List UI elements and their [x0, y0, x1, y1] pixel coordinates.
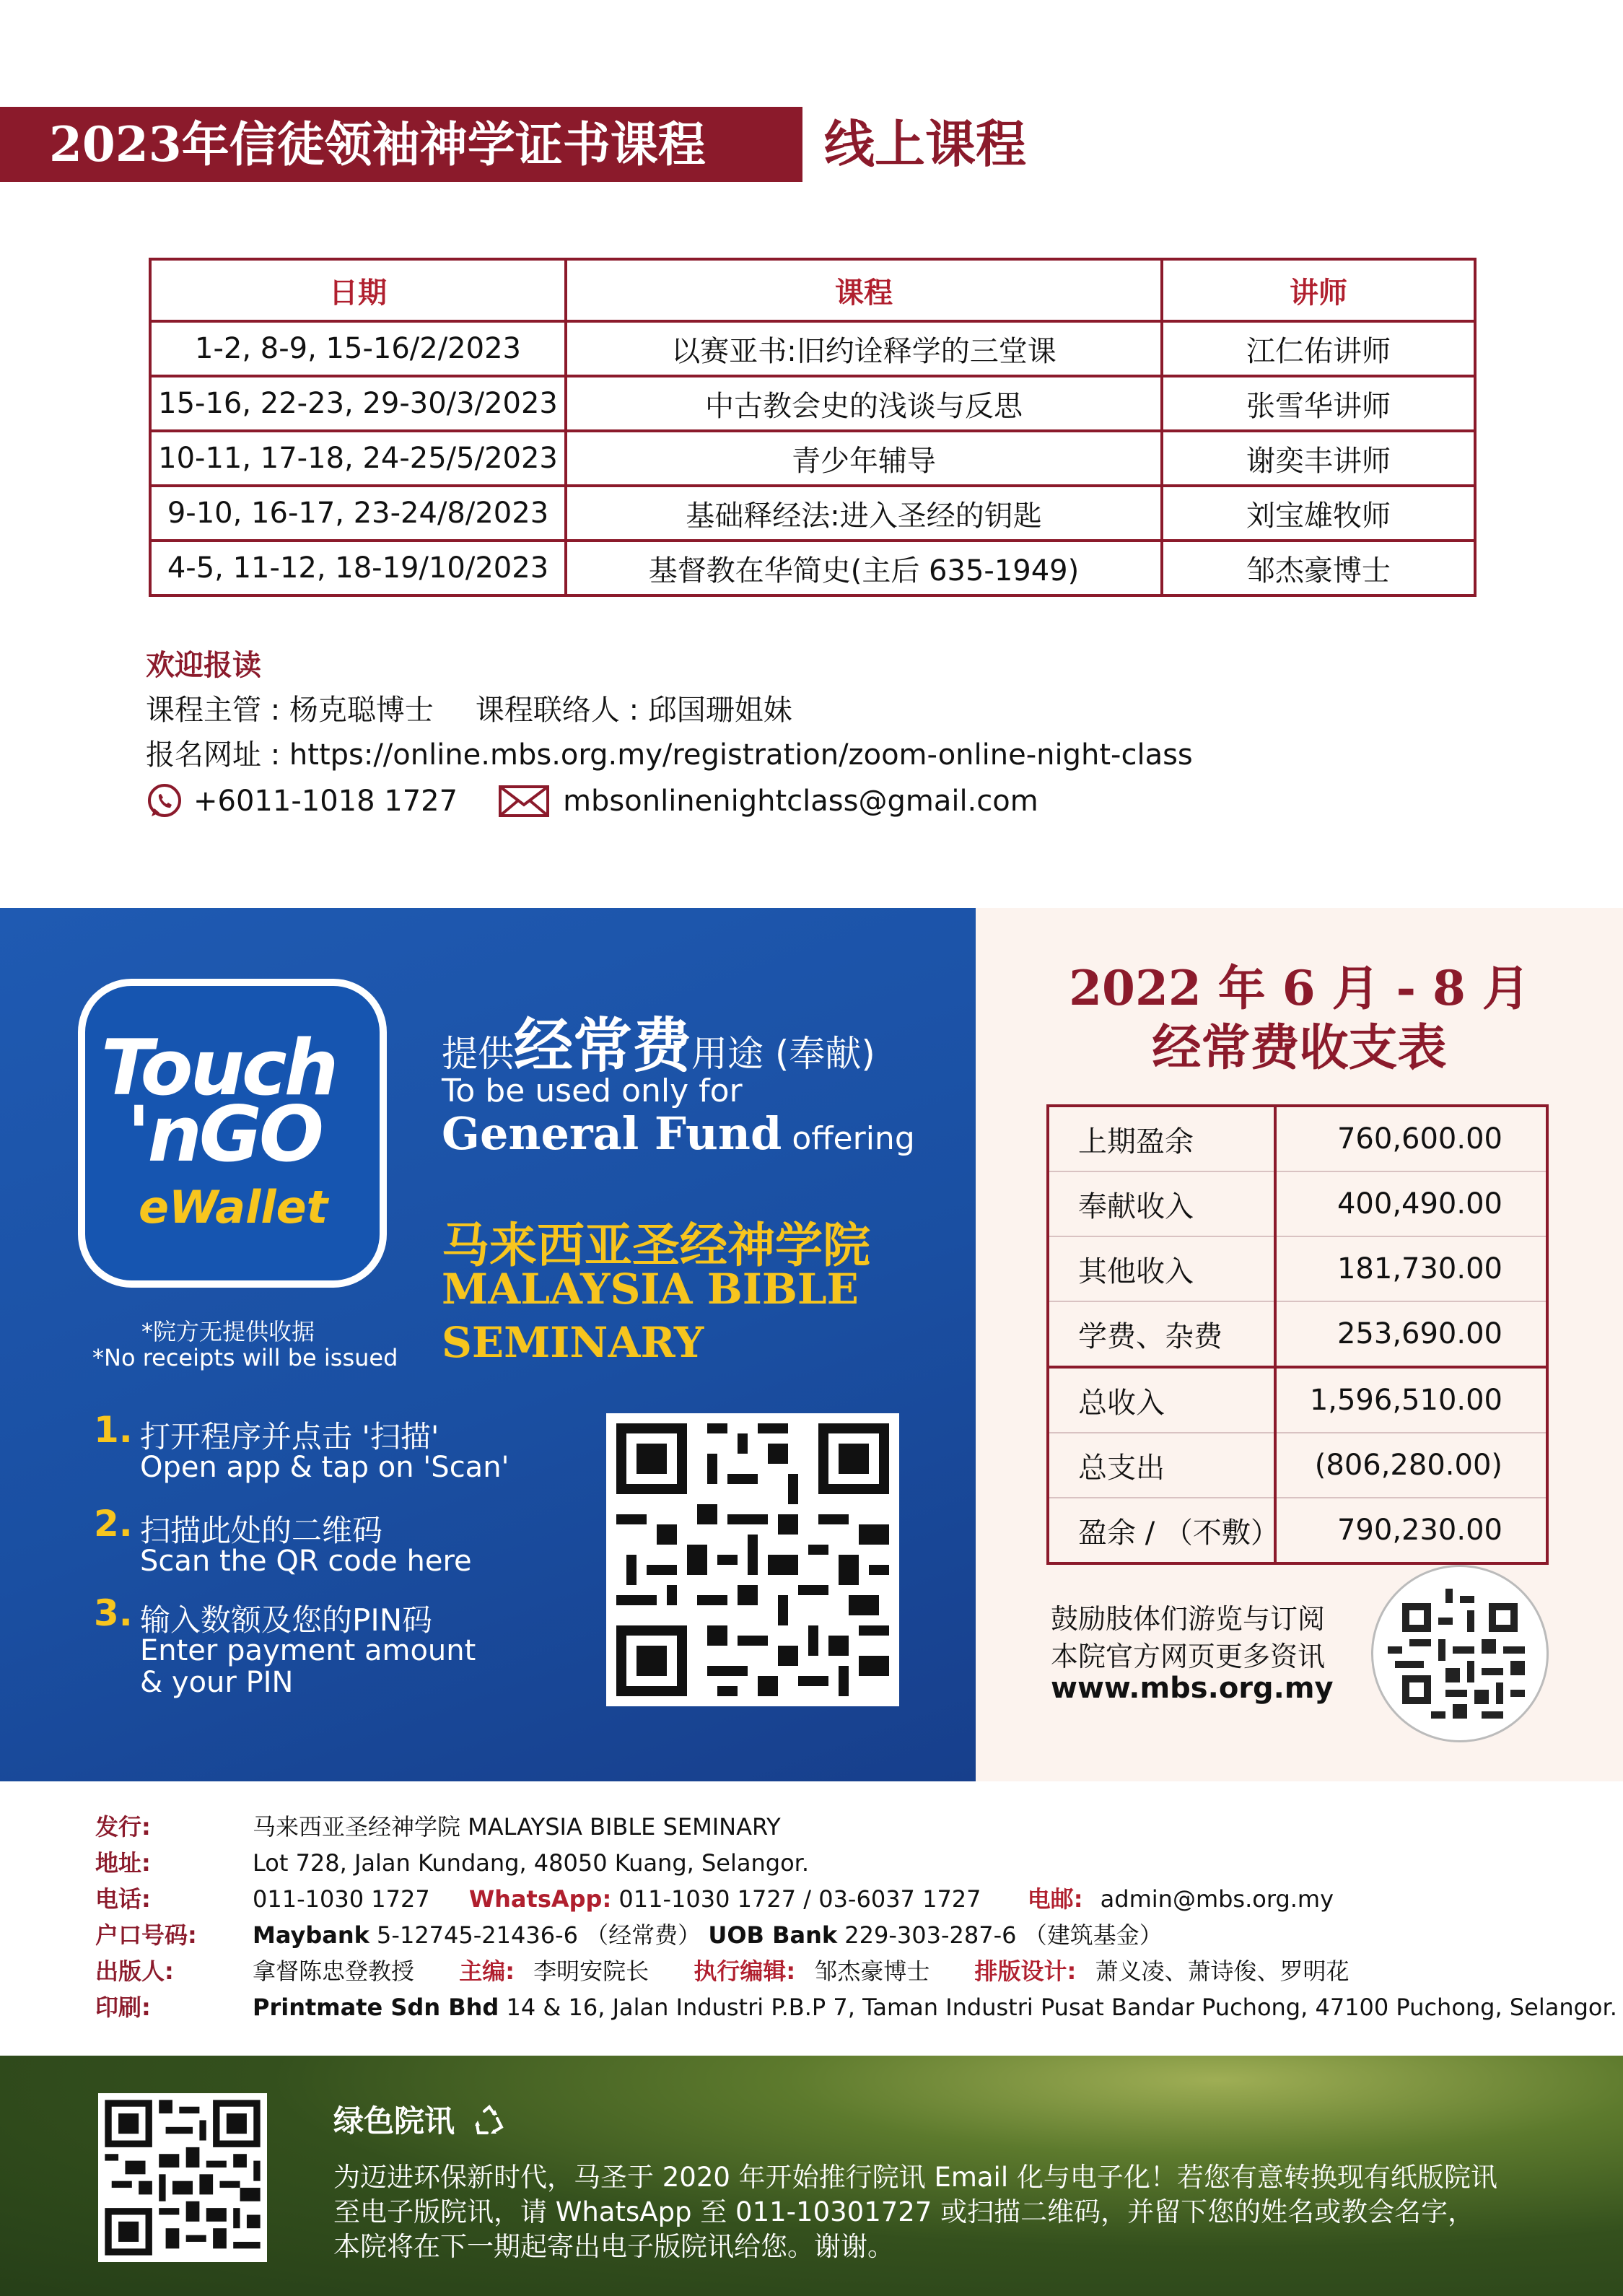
table-row — [150, 321, 1475, 376]
table-row — [1048, 1367, 1547, 1433]
finance-value: 181,730.00 — [1275, 1236, 1547, 1301]
step-2-en: Scan the QR code here — [140, 1545, 472, 1578]
table-row — [150, 541, 1475, 595]
table-row — [1048, 1498, 1547, 1563]
maybank-account: 5-12745-21436-6 （经常费） — [377, 1921, 701, 1949]
finance-value: 400,490.00 — [1275, 1171, 1547, 1236]
general-fund-title: General Fund — [442, 1107, 782, 1160]
course-lecturer: 谢奕丰讲师 — [1162, 431, 1475, 486]
logo-text-ngo: 'nGO — [127, 1090, 322, 1179]
finance-label: 奉献收入 — [1048, 1171, 1275, 1236]
table-row — [1048, 1236, 1547, 1301]
step-3-en-2: & your PIN — [140, 1666, 294, 1699]
finance-value: 253,690.00 — [1275, 1301, 1547, 1367]
newsletter-qr-code[interactable] — [98, 2093, 267, 2262]
header-course: 课程 — [566, 259, 1162, 321]
envelope-icon — [498, 785, 550, 818]
finance-label: 学费、杂费 — [1048, 1301, 1275, 1367]
recycle-icon — [473, 2104, 506, 2137]
whatsapp-label: WhatsApp: — [468, 1885, 612, 1913]
finance-label: 上期盈余 — [1048, 1106, 1275, 1171]
printer-name: Printmate Sdn Bhd — [253, 1994, 499, 2021]
course-date: 4-5, 11-12, 18-19/10/2023 — [150, 541, 566, 595]
whatsapp-number[interactable]: +6011-1018 1727 — [193, 785, 458, 818]
qr-code-icon — [1373, 1567, 1547, 1740]
logo-text-touch: Touch — [101, 1023, 336, 1112]
printer-label: 印刷: — [95, 1994, 151, 2021]
table-header-row — [150, 259, 1475, 321]
general-fund-intro: To be used only for — [442, 1073, 743, 1109]
step-2 — [94, 1503, 133, 1545]
course-lecturer: 张雪华讲师 — [1162, 376, 1475, 431]
table-row — [1048, 1301, 1547, 1367]
exec-editor-value: 邹杰豪博士 — [814, 1957, 930, 1985]
table-row — [150, 486, 1475, 541]
course-lecturer: 刘宝雄牧师 — [1162, 486, 1475, 541]
account-label: 户口号码: — [95, 1921, 197, 1949]
visit-text-1: 鼓励肢体们游览与订阅 — [1051, 1603, 1326, 1635]
table-row — [1048, 1171, 1547, 1236]
publisher-row — [95, 1809, 781, 1845]
no-receipt-note-cn: *院方无提供收据 — [141, 1318, 315, 1345]
step-1-cn: 打开程序并点击 '扫描' — [140, 1419, 439, 1454]
general-fund-line — [442, 1107, 915, 1160]
contact-row — [146, 780, 1038, 823]
step-number: 2. — [94, 1503, 133, 1545]
logo-text-ewallet: eWallet — [139, 1181, 328, 1234]
email-label: 电邮: — [1027, 1885, 1083, 1913]
phone-row — [95, 1881, 1334, 1917]
step-3 — [94, 1592, 133, 1634]
phone-value: 011-1030 1727 — [253, 1885, 430, 1913]
green-newsletter-title — [333, 2098, 506, 2141]
finance-label: 盈余 / （不敷） — [1048, 1498, 1275, 1563]
qr-code-icon — [98, 2093, 267, 2262]
step-number: 3. — [94, 1592, 133, 1634]
finance-label: 其他收入 — [1048, 1236, 1275, 1301]
green-title-text: 绿色院讯 — [333, 2103, 455, 2139]
qr-code-icon — [606, 1413, 899, 1706]
purpose-general-fund-cn: 经常费 — [514, 1011, 692, 1081]
uob-account: 229-303-287-6 （建筑基金） — [844, 1921, 1163, 1949]
publisher-label: 发行: — [95, 1813, 151, 1841]
finance-value: 760,600.00 — [1275, 1106, 1547, 1171]
welcome-heading: 欢迎报读 — [146, 649, 261, 682]
no-receipt-note-en: *No receipts will be issued — [92, 1344, 398, 1371]
design-value: 萧义凌、萧诗俊、罗明花 — [1095, 1957, 1349, 1985]
green-text-line-2: 至电子版院讯，请 WhatsApp 至 011-10301727 或扫描二维码，并留下您的姓名或教会名字， — [333, 2196, 1475, 2227]
header-date: 日期 — [150, 259, 566, 321]
table-row — [1048, 1433, 1547, 1498]
table-row — [150, 376, 1475, 431]
editor-value: 李明安院长 — [533, 1957, 649, 1985]
email-value[interactable]: admin@mbs.org.my — [1100, 1885, 1334, 1913]
uob-label: UOB Bank — [708, 1921, 838, 1949]
maybank-label: Maybank — [253, 1921, 369, 1949]
address-label: 地址: — [95, 1849, 151, 1877]
course-name: 基督教在华简史(主后 635-1949) — [566, 541, 1162, 595]
website-link[interactable]: www.mbs.org.my — [1051, 1672, 1334, 1705]
step-1 — [94, 1409, 133, 1451]
course-lecturer: 江仁佑讲师 — [1162, 321, 1475, 376]
course-name: 中古教会史的浅谈与反思 — [566, 376, 1162, 431]
green-text-line-3: 本院将在下一期起寄出电子版院讯给您。谢谢。 — [333, 2231, 894, 2262]
course-date: 15-16, 22-23, 29-30/3/2023 — [150, 376, 566, 431]
course-name: 基础释经法:进入圣经的钥匙 — [566, 486, 1162, 541]
website-qr-code[interactable] — [1371, 1565, 1549, 1742]
finance-period: 2022 年 6 月 - 8 月 — [1069, 960, 1530, 1016]
finance-title: 经常费收支表 — [1152, 1019, 1447, 1077]
purpose-post: 用途 (奉献) — [691, 1033, 875, 1075]
online-course-label: 线上课程 — [824, 114, 1026, 174]
phone-label: 电话: — [95, 1885, 151, 1913]
account-row — [95, 1917, 1163, 1953]
finance-label: 总支出 — [1048, 1433, 1275, 1498]
course-name: 青少年辅导 — [566, 431, 1162, 486]
course-name: 以赛亚书:旧约诠释学的三堂课 — [566, 321, 1162, 376]
issuer-label: 出版人: — [95, 1957, 174, 1985]
course-date: 1-2, 8-9, 15-16/2/2023 — [150, 321, 566, 376]
purpose-pre: 提供 — [442, 1033, 514, 1075]
course-date: 9-10, 16-17, 23-24/8/2023 — [150, 486, 566, 541]
issuer-value: 拿督陈忠登教授 — [253, 1957, 415, 1985]
page-title: 2023年信徒领袖神学证书课程 — [0, 107, 802, 182]
course-table — [149, 258, 1477, 597]
registration-url[interactable]: 报名网址 : https://online.mbs.org.my/registration/zoom-online-night-class — [146, 738, 1193, 772]
issuer-row — [95, 1953, 1349, 1989]
printer-address: 14 & 16, Jalan Industri P.B.P 7, Taman Industri Pusat Bandar Puchong, 47100 Puchong, Selangor. — [499, 1994, 1617, 2021]
table-row — [1048, 1106, 1547, 1171]
step-2-cn: 扫描此处的二维码 — [140, 1513, 383, 1548]
seminary-name-en-1: MALAYSIA BIBLE — [442, 1265, 859, 1314]
exec-editor-label: 执行编辑: — [694, 1957, 796, 1985]
seminary-name-cn: 马来西亚圣经神学院 — [442, 1217, 870, 1273]
finance-value: (806,280.00) — [1275, 1433, 1547, 1498]
finance-label: 总收入 — [1048, 1367, 1275, 1433]
general-fund-offering: offering — [782, 1120, 915, 1157]
step-1-en: Open app & tap on 'Scan' — [140, 1451, 509, 1484]
printer-row — [95, 1989, 1617, 2025]
course-lecturer: 邹杰豪博士 — [1162, 541, 1475, 595]
contact-people — [146, 687, 792, 728]
editor-label: 主编: — [459, 1957, 515, 1985]
seminary-name-en-2: SEMINARY — [442, 1318, 704, 1367]
finance-table — [1046, 1104, 1549, 1565]
header-lecturer: 讲师 — [1162, 259, 1475, 321]
purpose-line — [442, 999, 875, 1083]
payment-qr-code[interactable] — [606, 1413, 899, 1706]
publisher-value: 马来西亚圣经神学院 MALAYSIA BIBLE SEMINARY — [253, 1813, 781, 1841]
table-row — [150, 431, 1475, 486]
address-value: Lot 728, Jalan Kundang, 48050 Kuang, Selangor. — [253, 1849, 810, 1877]
whatsapp-icon — [146, 782, 183, 820]
course-date: 10-11, 17-18, 24-25/5/2023 — [150, 431, 566, 486]
contact-email[interactable]: mbsonlinenightclass@gmail.com — [563, 785, 1038, 818]
course-coordinator: 课程联络人 : 邱国珊姐妹 — [475, 694, 792, 727]
design-label: 排版设计: — [974, 1957, 1077, 1985]
course-supervisor: 课程主管 : 杨克聪博士 — [146, 694, 434, 727]
address-row — [95, 1845, 809, 1881]
finance-value: 790,230.00 — [1275, 1498, 1547, 1563]
visit-text-2: 本院官方网页更多资讯 — [1051, 1641, 1326, 1672]
green-text-line-1: 为迈进环保新时代，马圣于 2020 年开始推行院讯 Email 化与电子化！若您有意转换现有纸版院讯 — [333, 2162, 1497, 2193]
whatsapp-value: 011-1030 1727 / 03-6037 1727 — [618, 1885, 981, 1913]
finance-value: 1,596,510.00 — [1275, 1367, 1547, 1433]
step-3-en-1: Enter payment amount — [140, 1634, 476, 1667]
step-3-cn: 输入数额及您的PIN码 — [140, 1602, 433, 1638]
step-number: 1. — [94, 1409, 133, 1451]
